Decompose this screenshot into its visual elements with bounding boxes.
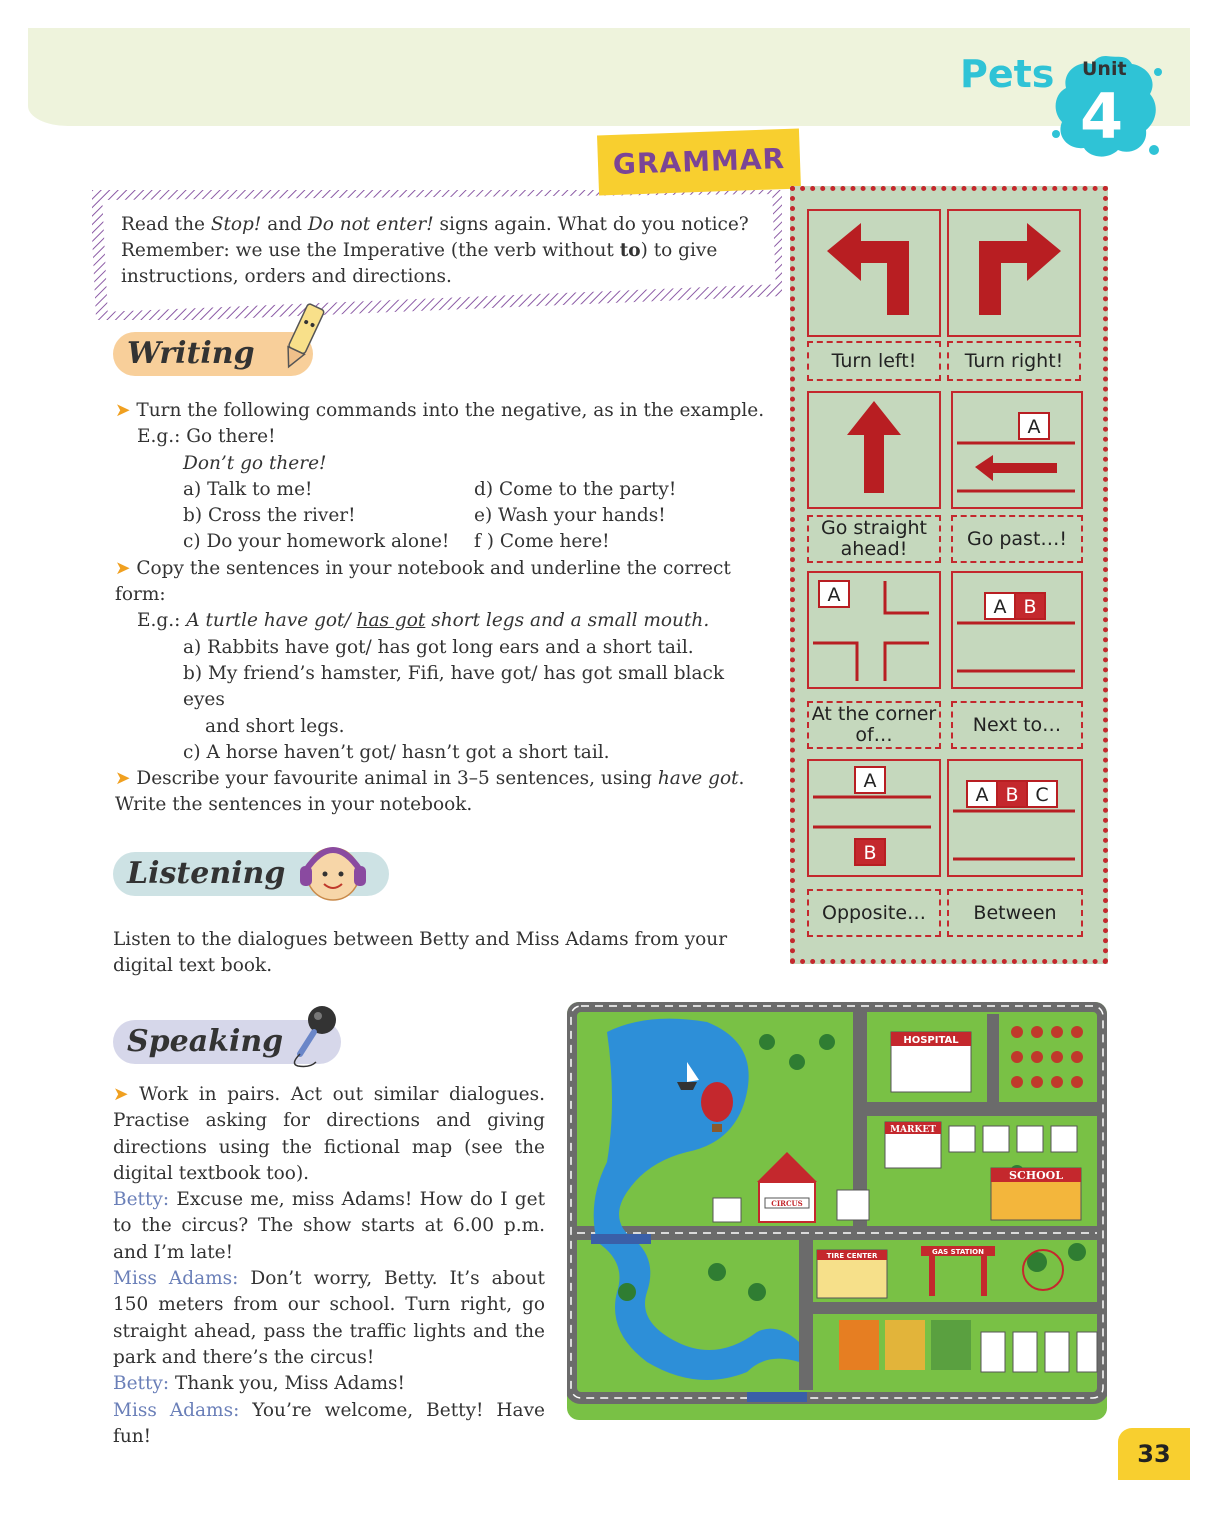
writing-exercises: ➤ Turn the following commands into the negative, as in the example. E.g.: Go there! Don’t go there! a) Talk to me! d) Come to the party! b) Cross the river! e) Wash your hands! c) Do your homework alone! f ) Come here! ➤ Copy the sentences in your notebook and underline the correct form: E.g.: A turtle have got/ has got short legs and a small mouth. a) Rabbits have got/ has got long ears and a short tail. b) My friend’s hamster, Fifi, have got/ has got small black eyes and short legs. c) A horse haven’t got/ hasn’t got a short tail. ➤ Describe your favourite animal in 3–5 sentences, using have got. Write the sentences in your notebook. xyxy=(115,400,765,816)
list-item: d) Come to the party! xyxy=(474,478,677,500)
unit-number: 4 xyxy=(1080,80,1124,153)
list-item: f ) Come here! xyxy=(474,531,610,553)
letter-b: B xyxy=(1005,784,1019,806)
unit-title: Pets xyxy=(960,52,1055,96)
between-sign xyxy=(947,759,1083,877)
next-to-sign xyxy=(951,571,1083,689)
go-past-diagram xyxy=(953,393,1081,507)
speaking-tag: Speaking xyxy=(113,1020,341,1064)
list-item: e) Wash your hands! xyxy=(474,505,666,527)
letter-a: A xyxy=(863,770,877,792)
turn-left-label: Turn left! xyxy=(807,341,941,381)
corner-label: At the corner of… xyxy=(807,701,941,749)
writing-tag: Writing xyxy=(113,332,313,376)
dialogue-line: Betty: Excuse me, miss Adams! How do I get to the circus? The show starts at 6.00 p.m. and I’m late! xyxy=(113,1189,545,1263)
school-label: SCHOOL xyxy=(1009,1169,1063,1182)
letter-a: A xyxy=(827,584,841,606)
list-item: a) Talk to me! xyxy=(183,478,313,500)
unit-label: Unit xyxy=(1082,58,1127,80)
straight-arrow-icon xyxy=(809,393,939,507)
turn-right-label: Turn right! xyxy=(947,341,1081,381)
go-past-label: Go past…! xyxy=(951,515,1083,563)
microphone-icon xyxy=(286,1002,350,1072)
pencil-icon xyxy=(276,298,330,374)
go-past-sign xyxy=(951,391,1083,509)
directions-panel xyxy=(790,186,1108,964)
grammar-text: Read the Stop! and Do not enter! signs again. What do you notice? Remember: we use the Imperative (the verb without to) to give instructions, orders and directions. xyxy=(121,214,749,287)
opposite-diagram xyxy=(809,761,939,875)
headphones-icon xyxy=(296,834,370,908)
letter-b: B xyxy=(863,842,877,864)
next-to-diagram xyxy=(953,573,1081,687)
dialogue-line: Miss Adams: You’re welcome, Betty! Have fun! xyxy=(113,1399,545,1447)
letter-c: C xyxy=(1035,784,1049,806)
circus-label: CIRCUS xyxy=(771,1199,803,1208)
between-diagram xyxy=(949,761,1081,875)
turn-left-sign xyxy=(807,209,941,337)
listening-tag: Listening xyxy=(113,852,389,896)
speaking-dialogue: ➤ Work in pairs. Act out similar dialogues. Practise asking for directions and giving directions using the fictional map (see the digital textbook too). Betty: Excuse me, miss Adams! How do I get to the circus? The show starts at 6.00 p.m. and I’m late! Miss Adams: Don’t worry, Betty. It’s about 150 meters from our school. Turn right, go straight ahead, pass the traffic lights and the park and there’s the circus! Betty: Thank you, Miss Adams! Miss Adams: You’re welcome, Betty! Have fun! xyxy=(113,1082,545,1450)
corner-sign xyxy=(807,571,941,689)
go-straight-label: Go straight ahead! xyxy=(807,515,941,563)
letter-a: A xyxy=(975,784,989,806)
letter-b: B xyxy=(1023,596,1037,618)
list-item: b) Cross the river! xyxy=(183,505,356,527)
town-map xyxy=(567,1002,1107,1420)
turn-right-sign xyxy=(947,209,1081,337)
grammar-tag: GRAMMAR xyxy=(597,128,801,195)
gas-station-label: GAS STATION xyxy=(932,1248,984,1256)
tire-center-label: TIRE CENTER xyxy=(826,1252,878,1260)
letter-a: A xyxy=(993,596,1007,618)
corner-diagram xyxy=(809,573,939,687)
listening-text: Listen to the dialogues between Betty and Miss Adams from your digital text book. xyxy=(113,929,728,977)
map-illustration xyxy=(567,1002,1107,1420)
dialogue-line: Miss Adams: Don’t worry, Betty. It’s about 150 meters from our school. Turn right, go straight ahead, pass the traffic lights and the park and there’s the circus! xyxy=(113,1268,545,1368)
hospital-label: HOSPITAL xyxy=(903,1035,959,1046)
between-label: Between xyxy=(947,889,1083,937)
market-label: MARKET xyxy=(890,1125,936,1135)
opposite-label: Opposite… xyxy=(807,889,941,937)
dialogue-line: Betty: Thank you, Miss Adams! xyxy=(113,1373,405,1395)
turn-right-arrow-icon xyxy=(949,211,1079,335)
turn-left-arrow-icon xyxy=(809,211,939,335)
list-item: c) Do your homework alone! xyxy=(183,531,450,553)
go-straight-sign xyxy=(807,391,941,509)
page-number: 33 xyxy=(1118,1428,1190,1480)
next-to-label: Next to… xyxy=(951,701,1083,749)
opposite-sign xyxy=(807,759,941,877)
letter-a: A xyxy=(1027,416,1041,438)
